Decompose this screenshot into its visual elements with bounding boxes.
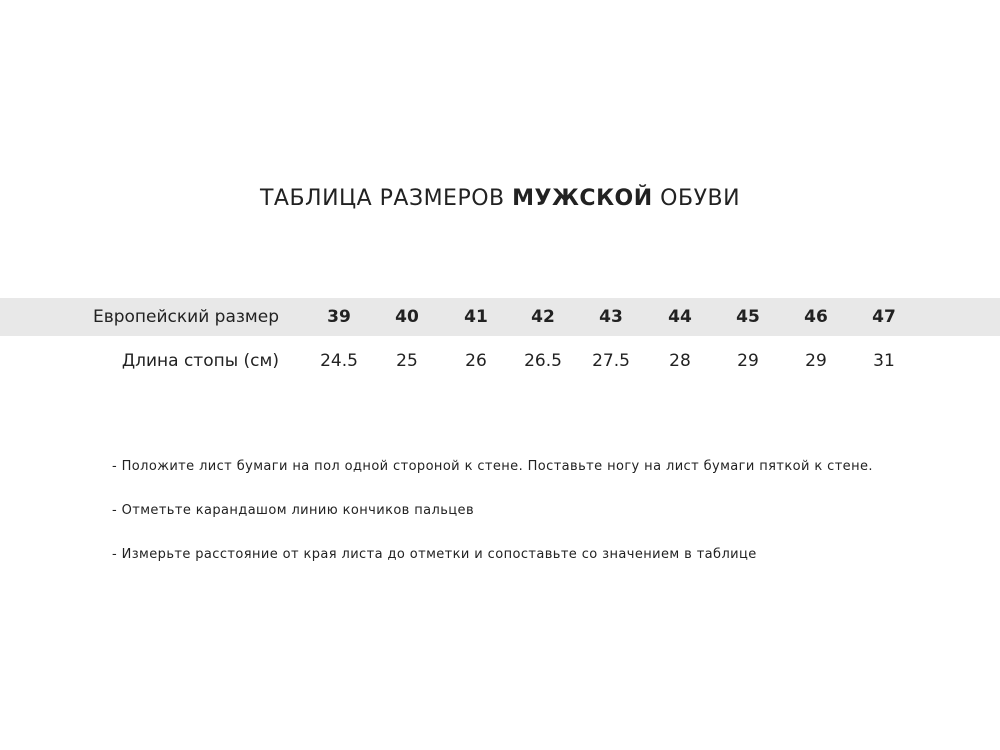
title-emphasis: МУЖСКОЙ xyxy=(512,186,653,211)
instruction-step: - Отметьте карандашом линию кончиков пальцев xyxy=(112,503,475,518)
size-cell: 43 xyxy=(599,307,623,327)
size-row xyxy=(0,298,1000,336)
foot-length-cell: 28 xyxy=(669,351,691,371)
foot-length-row xyxy=(0,342,1000,380)
size-cell: 40 xyxy=(395,307,419,327)
size-cell: 42 xyxy=(531,307,555,327)
size-cell: 41 xyxy=(464,307,488,327)
foot-length-cell: 29 xyxy=(737,351,759,371)
title-part-1: ТАБЛИЦА РАЗМЕРОВ xyxy=(259,186,513,211)
size-cell: 45 xyxy=(736,307,760,327)
measurement-instructions xyxy=(112,455,972,587)
foot-length-cell: 31 xyxy=(873,351,895,371)
instruction-step: - Положите лист бумаги на пол одной стороной к стене. Поставьте ногу на лист бумаги пяткой к стене. xyxy=(112,459,873,474)
foot-length-cell: 27.5 xyxy=(592,351,630,371)
foot-length-cell: 26 xyxy=(465,351,487,371)
size-cell: 44 xyxy=(668,307,692,327)
page-title xyxy=(0,186,1000,211)
foot-length-cell: 25 xyxy=(396,351,418,371)
size-row-label: Европейский размер xyxy=(92,307,279,327)
title-part-2: ОБУВИ xyxy=(652,186,741,211)
foot-length-cell: 29 xyxy=(805,351,827,371)
instruction-step: - Измерьте расстояние от края листа до отметки и сопоставьте со значением в таблице xyxy=(112,547,757,562)
foot-length-row-label: Длина стопы (см) xyxy=(121,351,279,371)
size-cell: 47 xyxy=(872,307,896,327)
foot-length-cell: 24.5 xyxy=(320,351,358,371)
size-cell: 39 xyxy=(327,307,351,327)
size-cell: 46 xyxy=(804,307,828,327)
foot-length-cell: 26.5 xyxy=(524,351,562,371)
